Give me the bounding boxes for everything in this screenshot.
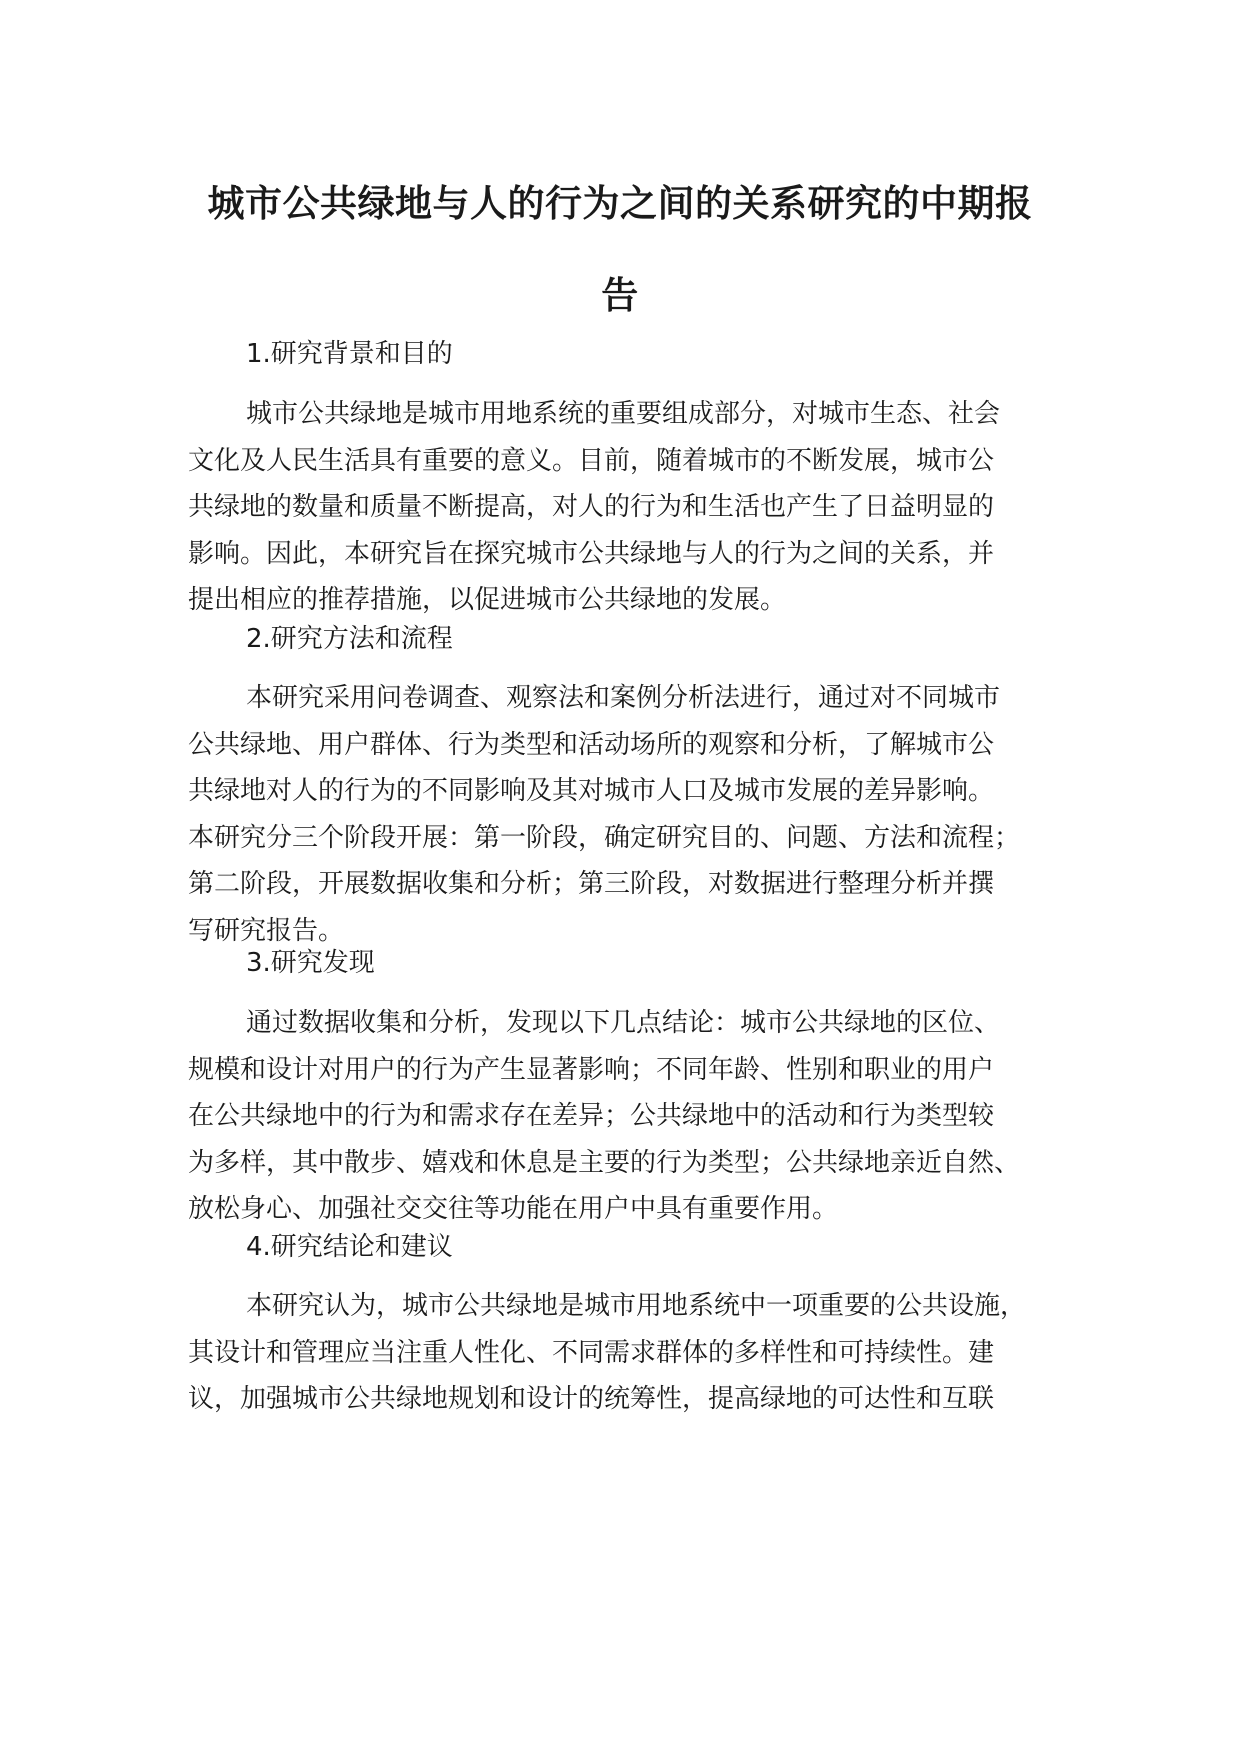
section-paragraph <box>188 391 1000 624</box>
paragraph-line: 其设计和管理应当注重人性化、不同需求群体的多样性和可持续性。建 <box>188 1337 995 1368</box>
section-paragraph <box>188 1283 1026 1423</box>
paragraph-line: 文化及人民生活具有重要的意义。目前，随着城市的不断发展，城市公 <box>188 445 995 476</box>
paragraph-line: 本研究采用问卷调查、观察法和案例分析法进行，通过对不同城市 <box>246 683 1001 713</box>
section-paragraph <box>188 675 1020 954</box>
section-paragraph <box>188 1000 1020 1233</box>
paragraph-line: 放松身心、加强社交交往等功能在用户中具有重要作用。 <box>188 1194 839 1224</box>
paragraph-line: 规模和设计对用户的行为产生显著影响；不同年龄、性别和职业的用户 <box>188 1054 995 1085</box>
paragraph-line: 城市公共绿地是城市用地系统的重要组成部分，对城市生态、社会 <box>246 399 1001 429</box>
paragraph-line: 通过数据收集和分析，发现以下几点结论：城市公共绿地的区位、 <box>246 1008 1001 1038</box>
paragraph-line: 为多样，其中散步、嬉戏和休息是主要的行为类型；公共绿地亲近自然、 <box>188 1147 1021 1178</box>
section-heading: 2.研究方法和流程 <box>246 624 453 654</box>
paragraph-line: 共绿地对人的行为的不同影响及其对城市人口及城市发展的差异影响。 <box>188 776 995 806</box>
title-line: 告 <box>601 274 639 317</box>
section-heading: 3.研究发现 <box>246 948 375 978</box>
paragraph-line: 本研究分三个阶段开展：第一阶段，确定研究目的、问题、方法和流程； <box>188 822 1021 853</box>
paragraph-line: 影响。因此，本研究旨在探究城市公共绿地与人的行为之间的关系，并 <box>188 538 995 569</box>
paragraph-line: 提出相应的推荐措施，以促进城市公共绿地的发展。 <box>188 585 787 615</box>
paragraph-line: 议，加强城市公共绿地规划和设计的统筹性，提高绿地的可达性和互联 <box>188 1384 995 1414</box>
section-heading: 1.研究背景和目的 <box>246 339 453 369</box>
paragraph-line: 公共绿地、用户群体、行为类型和活动场所的观察和分析，了解城市公 <box>188 729 995 760</box>
paragraph-line: 本研究认为，城市公共绿地是城市用地系统中一项重要的公共设施， <box>246 1291 1027 1321</box>
section-heading: 4.研究结论和建议 <box>246 1232 453 1262</box>
paragraph-line: 第二阶段，开展数据收集和分析；第三阶段，对数据进行整理分析并撰 <box>188 869 995 899</box>
title-line: 城市公共绿地与人的行为之间的关系研究的中期报 <box>207 182 1033 225</box>
document-title <box>150 158 1090 342</box>
paragraph-line: 在公共绿地中的行为和需求存在差异；公共绿地中的活动和行为类型较 <box>188 1101 995 1131</box>
paragraph-line: 共绿地的数量和质量不断提高，对人的行为和生活也产生了日益明显的 <box>188 492 995 522</box>
paragraph-line: 写研究报告。 <box>188 915 345 946</box>
